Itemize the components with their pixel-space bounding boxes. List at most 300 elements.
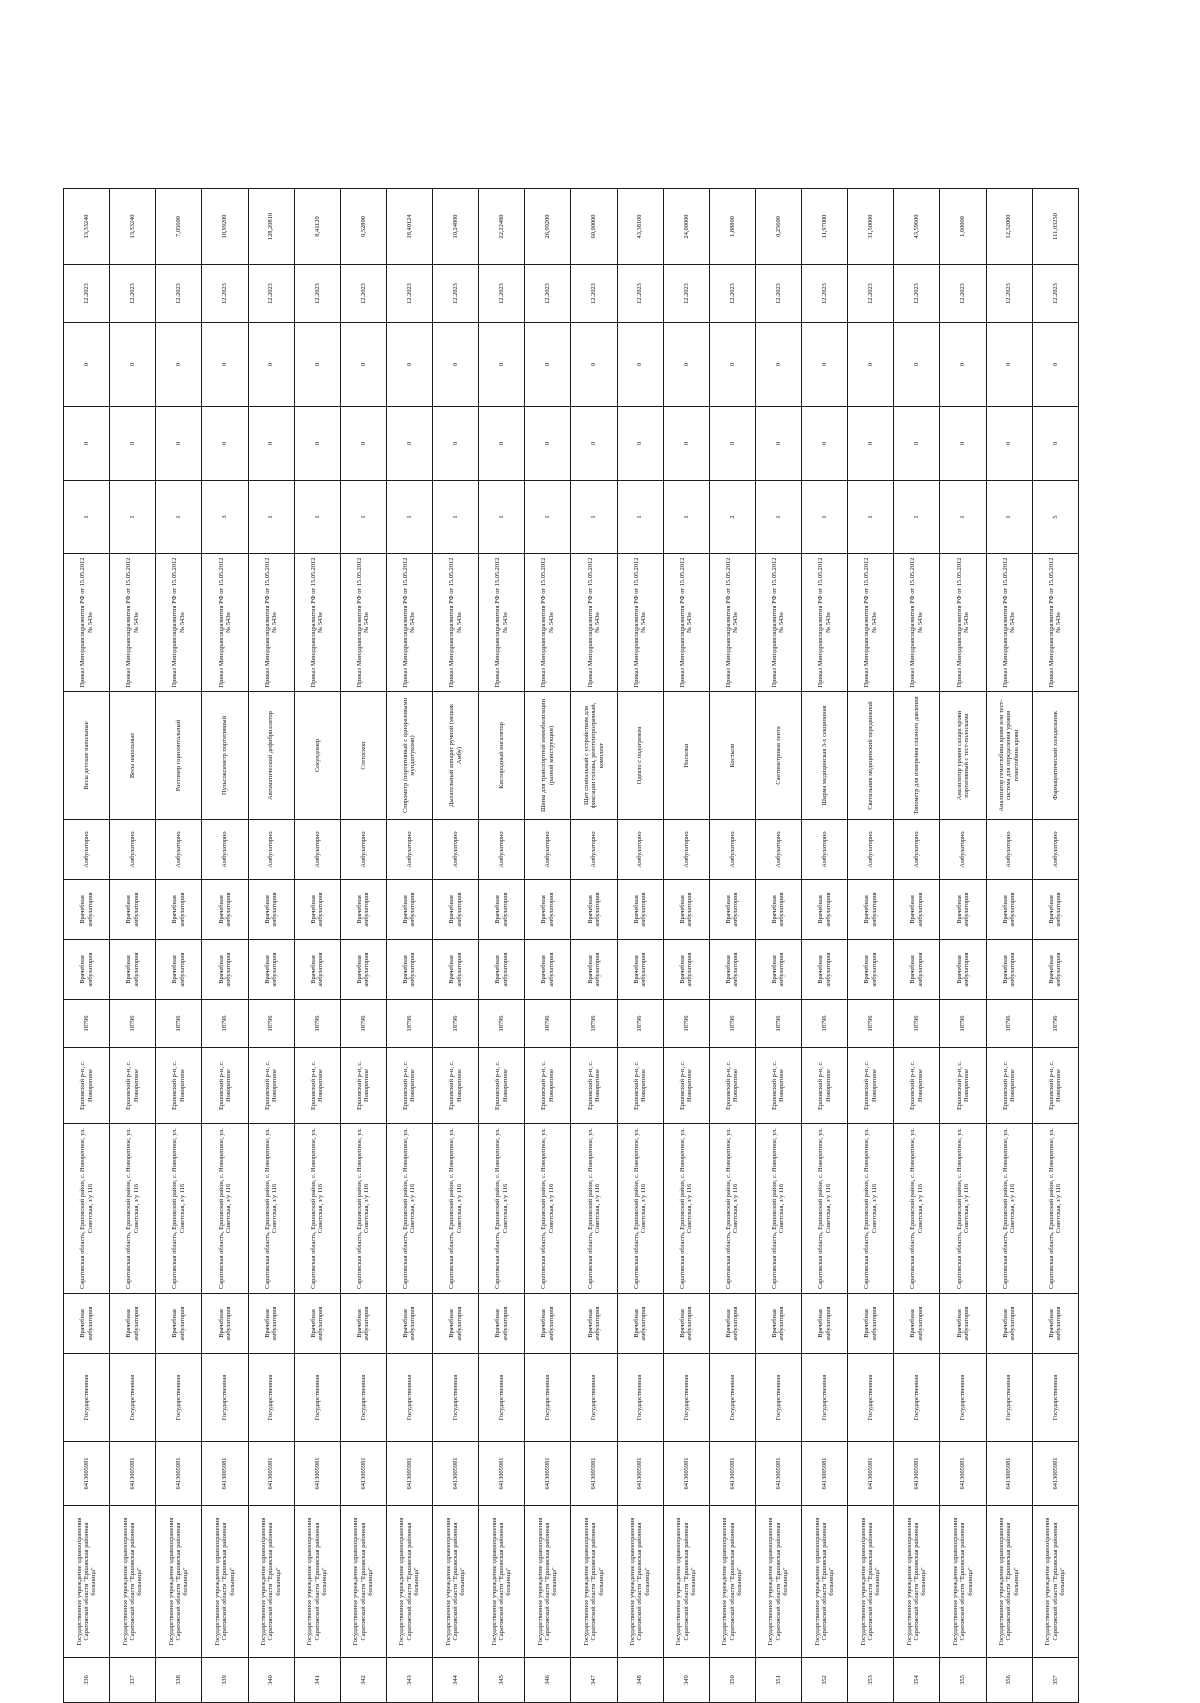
cell-value-b: 0 (755, 323, 801, 407)
cell-value-b: 0 (248, 323, 294, 407)
cell-organization: Государственное учреждение здравоохранения Саратовской области "Ершовская районная больница" (802, 1506, 848, 1658)
cell-standard: Приказ Минздравсоцразвития РФ от 15.05.2012 № 543н (294, 554, 340, 692)
cell-value-b: 0 (479, 323, 525, 407)
cell-equipment: Носилки (663, 692, 709, 820)
cell-standard: Приказ Минздравсоцразвития РФ от 15.05.2012 № 543н (110, 554, 156, 692)
cell-value-b: 0 (1032, 323, 1078, 407)
cell-standard: Приказ Минздравсоцразвития РФ от 15.05.2012 № 543н (340, 554, 386, 692)
cell-subdivision: Врачебная амбулатория (340, 940, 386, 1000)
cell-row-number: 347 (571, 1658, 617, 1703)
cell-address: Саратовская область, Ершовский район, с. Новорепное, ул. Советская, з/у 116 (294, 1124, 340, 1294)
cell-care-type: Амбулаторно (571, 820, 617, 880)
cell-care-type: Амбулаторно (617, 820, 663, 880)
cell-locality: Ершовский р-н, с. Новорепное (1032, 1048, 1078, 1124)
cell-care-type: Амбулаторно (802, 820, 848, 880)
cell-ownership: Государственная (479, 1354, 525, 1442)
rotated-page (63, 189, 1079, 1703)
cell-unit-type: Врачебная амбулатория (294, 1294, 340, 1354)
cell-equipment: Анализатор гемоглобина крови или тест-система для определения уровня гемоглобина крови (986, 692, 1032, 820)
cell-equipment: Анализатор уровня сахара крови портативный с тест-полосками (940, 692, 986, 820)
cell-subdivision: Врачебная амбулатория (156, 940, 202, 1000)
cell-value-a: 0 (479, 407, 525, 481)
cell-period: 12.2023 (571, 265, 617, 323)
cell-locality: Ершовский р-н, с. Новорепное (64, 1048, 110, 1124)
cell-department: Врачебная амбулатория (340, 880, 386, 940)
cell-amount: 1,60000 (940, 189, 986, 265)
cell-ownership: Государственная (802, 1354, 848, 1442)
cell-value-a: 0 (433, 407, 479, 481)
cell-subdivision: Врачебная амбулатория (755, 940, 801, 1000)
cell-unit-type: Врачебная амбулатория (433, 1294, 479, 1354)
cell-organization: Государственное учреждение здравоохранения Саратовской области "Ершовская районная больница" (156, 1506, 202, 1658)
cell-equipment: Автоматический дефибриллятор (248, 692, 294, 820)
cell-standard: Приказ Минздравсоцразвития РФ от 15.05.2012 № 543н (525, 554, 571, 692)
table-row (940, 189, 986, 1703)
cell-standard: Приказ Минздравсоцразвития РФ от 15.05.2012 № 543н (386, 554, 432, 692)
cell-care-type: Амбулаторно (894, 820, 940, 880)
cell-department: Врачебная амбулатория (248, 880, 294, 940)
cell-organization: Государственное учреждение здравоохранения Саратовской области "Ершовская районная больница" (340, 1506, 386, 1658)
cell-organization: Государственное учреждение здравоохранения Саратовской области "Ершовская районная больница" (64, 1506, 110, 1658)
cell-care-type: Амбулаторно (248, 820, 294, 880)
cell-address: Саратовская область, Ершовский район, с. Новорепное, ул. Советская, з/у 116 (894, 1124, 940, 1294)
cell-locality: Ершовский р-н, с. Новорепное (433, 1048, 479, 1124)
cell-department: Врачебная амбулатория (940, 880, 986, 940)
cell-value-a: 0 (202, 407, 248, 481)
cell-standard: Приказ Минздравсоцразвития РФ от 15.05.2012 № 543н (755, 554, 801, 692)
cell-department: Врачебная амбулатория (156, 880, 202, 940)
table-row (525, 189, 571, 1703)
cell-value-a: 0 (617, 407, 663, 481)
cell-inn: 6413005981 (340, 1442, 386, 1506)
cell-value-a: 0 (940, 407, 986, 481)
cell-row-number: 351 (755, 1658, 801, 1703)
cell-code: 18796 (894, 1000, 940, 1048)
cell-inn: 6413005981 (617, 1442, 663, 1506)
cell-code: 18796 (571, 1000, 617, 1048)
cell-standard: Приказ Минздравсоцразвития РФ от 15.05.2012 № 543н (202, 554, 248, 692)
cell-care-type: Амбулаторно (202, 820, 248, 880)
cell-care-type: Амбулаторно (340, 820, 386, 880)
cell-locality: Ершовский р-н, с. Новорепное (156, 1048, 202, 1124)
cell-locality: Ершовский р-н, с. Новорепное (340, 1048, 386, 1124)
cell-value-a: 0 (986, 407, 1032, 481)
cell-inn: 6413005981 (433, 1442, 479, 1506)
cell-period: 12.2023 (848, 265, 894, 323)
cell-equipment: Тонометр для измерения глазного давления (894, 692, 940, 820)
cell-standard: Приказ Минздравсоцразвития РФ от 15.05.2012 № 543н (617, 554, 663, 692)
cell-period: 12.2023 (894, 265, 940, 323)
cell-address: Саратовская область, Ершовский район, с. Новорепное, ул. Советская, з/у 116 (386, 1124, 432, 1294)
cell-amount: 31,50000 (848, 189, 894, 265)
cell-locality: Ершовский р-н, с. Новорепное (617, 1048, 663, 1124)
cell-ownership: Государственная (386, 1354, 432, 1442)
cell-code: 18796 (617, 1000, 663, 1048)
cell-row-number: 357 (1032, 1658, 1078, 1703)
cell-value-a: 0 (156, 407, 202, 481)
cell-equipment: Одеяло с подогревом (617, 692, 663, 820)
cell-ownership: Государственная (663, 1354, 709, 1442)
cell-organization: Государственное учреждение здравоохранения Саратовской области "Ершовская районная больница" (433, 1506, 479, 1658)
cell-value-b: 0 (386, 323, 432, 407)
cell-value-b: 0 (571, 323, 617, 407)
cell-subdivision: Врачебная амбулатория (386, 940, 432, 1000)
cell-period: 12.2023 (940, 265, 986, 323)
cell-standard: Приказ Минздравсоцразвития РФ от 15.05.2012 № 543н (571, 554, 617, 692)
cell-equipment: Костыли (709, 692, 755, 820)
table-row (386, 189, 432, 1703)
cell-amount: 43,59600 (894, 189, 940, 265)
cell-inn: 6413005981 (709, 1442, 755, 1506)
cell-organization: Государственное учреждение здравоохранения Саратовской области "Ершовская районная больница" (571, 1506, 617, 1658)
cell-value-b: 0 (294, 323, 340, 407)
cell-equipment: Ростомер горизонтальный (156, 692, 202, 820)
cell-value-a: 0 (663, 407, 709, 481)
cell-row-number: 336 (64, 1658, 110, 1703)
table-row (617, 189, 663, 1703)
cell-ownership: Государственная (986, 1354, 1032, 1442)
table-row (848, 189, 894, 1703)
cell-quantity: 1 (802, 481, 848, 554)
cell-department: Врачебная амбулатория (986, 880, 1032, 940)
cell-equipment: Кислородный ингалятор (479, 692, 525, 820)
cell-locality: Ершовский р-н, с. Новорепное (802, 1048, 848, 1124)
cell-address: Саратовская область, Ершовский район, с. Новорепное, ул. Советская, з/у 116 (571, 1124, 617, 1294)
cell-unit-type: Врачебная амбулатория (894, 1294, 940, 1354)
cell-value-a: 0 (755, 407, 801, 481)
cell-inn: 6413005981 (571, 1442, 617, 1506)
cell-standard: Приказ Минздравсоцразвития РФ от 15.05.2012 № 543н (986, 554, 1032, 692)
cell-inn: 6413005981 (156, 1442, 202, 1506)
cell-code: 18796 (433, 1000, 479, 1048)
cell-department: Врачебная амбулатория (848, 880, 894, 940)
cell-inn: 6413005981 (294, 1442, 340, 1506)
cell-department: Врачебная амбулатория (802, 880, 848, 940)
cell-period: 12.2023 (1032, 265, 1078, 323)
cell-standard: Приказ Минздравсоцразвития РФ от 15.05.2012 № 543н (64, 554, 110, 692)
cell-code: 18796 (479, 1000, 525, 1048)
cell-unit-type: Врачебная амбулатория (571, 1294, 617, 1354)
cell-value-b: 0 (340, 323, 386, 407)
cell-row-number: 342 (340, 1658, 386, 1703)
table-row (110, 189, 156, 1703)
table-row (663, 189, 709, 1703)
cell-row-number: 354 (894, 1658, 940, 1703)
cell-value-b: 0 (663, 323, 709, 407)
cell-address: Саратовская область, Ершовский район, с. Новорепное, ул. Советская, з/у 116 (802, 1124, 848, 1294)
cell-period: 12.2023 (755, 265, 801, 323)
cell-row-number: 344 (433, 1658, 479, 1703)
cell-care-type: Амбулаторно (433, 820, 479, 880)
cell-inn: 6413005981 (802, 1442, 848, 1506)
cell-standard: Приказ Минздравсоцразвития РФ от 15.05.2012 № 543н (479, 554, 525, 692)
cell-organization: Государственное учреждение здравоохранения Саратовской области "Ершовская районная больница" (848, 1506, 894, 1658)
cell-address: Саратовская область, Ершовский район, с. Новорепное, ул. Советская, з/у 116 (755, 1124, 801, 1294)
cell-value-a: 0 (386, 407, 432, 481)
cell-equipment: Светильник медицинский передвижной (848, 692, 894, 820)
cell-organization: Государственное учреждение здравоохранения Саратовской области "Ершовская районная больница" (663, 1506, 709, 1658)
cell-quantity: 1 (386, 481, 432, 554)
cell-address: Саратовская область, Ершовский район, с. Новорепное, ул. Советская, з/у 116 (202, 1124, 248, 1294)
cell-subdivision: Врачебная амбулатория (848, 940, 894, 1000)
cell-subdivision: Врачебная амбулатория (986, 940, 1032, 1000)
cell-subdivision: Врачебная амбулатория (663, 940, 709, 1000)
cell-value-a: 0 (709, 407, 755, 481)
cell-value-a: 0 (340, 407, 386, 481)
cell-organization: Государственное учреждение здравоохранения Саратовской области "Ершовская районная больница" (479, 1506, 525, 1658)
cell-amount: 12,32000 (986, 189, 1032, 265)
cell-care-type: Амбулаторно (663, 820, 709, 880)
table-row (479, 189, 525, 1703)
cell-value-b: 0 (617, 323, 663, 407)
cell-unit-type: Врачебная амбулатория (110, 1294, 156, 1354)
cell-row-number: 348 (617, 1658, 663, 1703)
table-row (294, 189, 340, 1703)
cell-locality: Ершовский р-н, с. Новорепное (386, 1048, 432, 1124)
cell-department: Врачебная амбулатория (110, 880, 156, 940)
cell-row-number: 350 (709, 1658, 755, 1703)
cell-department: Врачебная амбулатория (894, 880, 940, 940)
cell-ownership: Государственная (525, 1354, 571, 1442)
cell-period: 12.2023 (294, 265, 340, 323)
cell-department: Врачебная амбулатория (617, 880, 663, 940)
cell-equipment: Весы детские напольные (64, 692, 110, 820)
cell-standard: Приказ Минздравсоцразвития РФ от 15.05.2012 № 543н (663, 554, 709, 692)
cell-quantity: 1 (848, 481, 894, 554)
cell-code: 18796 (294, 1000, 340, 1048)
cell-ownership: Государственная (156, 1354, 202, 1442)
cell-ownership: Государственная (571, 1354, 617, 1442)
cell-code: 18796 (755, 1000, 801, 1048)
cell-inn: 6413005981 (525, 1442, 571, 1506)
cell-department: Врачебная амбулатория (525, 880, 571, 940)
cell-period: 12.2023 (663, 265, 709, 323)
cell-department: Врачебная амбулатория (202, 880, 248, 940)
cell-code: 18796 (663, 1000, 709, 1048)
cell-ownership: Государственная (294, 1354, 340, 1442)
cell-value-a: 0 (1032, 407, 1078, 481)
cell-quantity: 1 (663, 481, 709, 554)
cell-ownership: Государственная (848, 1354, 894, 1442)
cell-equipment: Пульсоксиметр портативный (202, 692, 248, 820)
cell-quantity: 1 (755, 481, 801, 554)
cell-unit-type: Врачебная амбулатория (986, 1294, 1032, 1354)
cell-quantity: 1 (571, 481, 617, 554)
cell-period: 12.2023 (110, 265, 156, 323)
table-row (755, 189, 801, 1703)
table-row (571, 189, 617, 1703)
cell-address: Саратовская область, Ершовский район, с. Новорепное, ул. Советская, з/у 116 (525, 1124, 571, 1294)
cell-amount: 60,00000 (571, 189, 617, 265)
cell-department: Врачебная амбулатория (755, 880, 801, 940)
cell-locality: Ершовский р-н, с. Новорепное (986, 1048, 1032, 1124)
cell-address: Саратовская область, Ершовский район, с. Новорепное, ул. Советская, з/у 116 (617, 1124, 663, 1294)
cell-organization: Государственное учреждение здравоохранения Саратовской области "Ершовская районная больница" (894, 1506, 940, 1658)
cell-organization: Государственное учреждение здравоохранения Саратовской области "Ершовская районная больница" (525, 1506, 571, 1658)
cell-unit-type: Врачебная амбулатория (386, 1294, 432, 1354)
cell-code: 18796 (340, 1000, 386, 1048)
cell-row-number: 352 (802, 1658, 848, 1703)
cell-locality: Ершовский р-н, с. Новорепное (294, 1048, 340, 1124)
cell-code: 18796 (525, 1000, 571, 1048)
cell-amount: 26,99200 (525, 189, 571, 265)
cell-row-number: 337 (110, 1658, 156, 1703)
cell-amount: 0,52800 (340, 189, 386, 265)
cell-value-b: 0 (110, 323, 156, 407)
cell-subdivision: Врачебная амбулатория (940, 940, 986, 1000)
cell-unit-type: Врачебная амбулатория (1032, 1294, 1078, 1354)
cell-amount: 24,00000 (663, 189, 709, 265)
table-row (1032, 189, 1078, 1703)
cell-value-b: 0 (156, 323, 202, 407)
cell-amount: 18,40124 (386, 189, 432, 265)
cell-inn: 6413005981 (248, 1442, 294, 1506)
cell-quantity: 1 (110, 481, 156, 554)
cell-code: 18796 (940, 1000, 986, 1048)
cell-unit-type: Врачебная амбулатория (202, 1294, 248, 1354)
cell-amount: 1,88800 (709, 189, 755, 265)
cell-address: Саратовская область, Ершовский район, с. Новорепное, ул. Советская, з/у 116 (248, 1124, 294, 1294)
cell-organization: Государственное учреждение здравоохранения Саратовской области "Ершовская районная больница" (110, 1506, 156, 1658)
cell-care-type: Амбулаторно (110, 820, 156, 880)
cell-address: Саратовская область, Ершовский район, с. Новорепное, ул. Советская, з/у 116 (479, 1124, 525, 1294)
cell-amount: 8,41120 (294, 189, 340, 265)
cell-address: Саратовская область, Ершовский район, с. Новорепное, ул. Советская, з/у 116 (986, 1124, 1032, 1294)
table-row (202, 189, 248, 1703)
table-row (248, 189, 294, 1703)
cell-care-type: Амбулаторно (1032, 820, 1078, 880)
cell-address: Саратовская область, Ершовский район, с. Новорепное, ул. Советская, з/у 116 (709, 1124, 755, 1294)
cell-period: 12.2023 (340, 265, 386, 323)
table-row (64, 189, 110, 1703)
cell-equipment: Щит спинальный с устройством для фиксации головы, рентгенпрозрачный, комплект (571, 692, 617, 820)
cell-period: 12.2023 (156, 265, 202, 323)
cell-quantity: 1 (940, 481, 986, 554)
cell-ownership: Государственная (1032, 1354, 1078, 1442)
cell-inn: 6413005981 (110, 1442, 156, 1506)
cell-value-a: 0 (894, 407, 940, 481)
cell-unit-type: Врачебная амбулатория (64, 1294, 110, 1354)
cell-locality: Ершовский р-н, с. Новорепное (848, 1048, 894, 1124)
cell-inn: 6413005981 (663, 1442, 709, 1506)
cell-unit-type: Врачебная амбулатория (755, 1294, 801, 1354)
cell-ownership: Государственная (64, 1354, 110, 1442)
cell-subdivision: Врачебная амбулатория (1032, 940, 1078, 1000)
cell-ownership: Государственная (617, 1354, 663, 1442)
cell-code: 18796 (986, 1000, 1032, 1048)
cell-code: 18796 (156, 1000, 202, 1048)
cell-code: 18796 (64, 1000, 110, 1048)
cell-value-b: 0 (894, 323, 940, 407)
cell-value-b: 0 (64, 323, 110, 407)
cell-period: 12.2023 (617, 265, 663, 323)
cell-organization: Государственное учреждение здравоохранения Саратовской области "Ершовская районная больница" (248, 1506, 294, 1658)
cell-department: Врачебная амбулатория (1032, 880, 1078, 940)
cell-period: 12.2023 (248, 265, 294, 323)
cell-organization: Государственное учреждение здравоохранения Саратовской области "Ершовская районная больница" (617, 1506, 663, 1658)
cell-value-b: 0 (433, 323, 479, 407)
cell-care-type: Амбулаторно (848, 820, 894, 880)
cell-equipment: Стетоскоп (340, 692, 386, 820)
cell-subdivision: Врачебная амбулатория (571, 940, 617, 1000)
cell-inn: 6413005981 (202, 1442, 248, 1506)
cell-quantity: 5 (1032, 481, 1078, 554)
cell-locality: Ершовский р-н, с. Новорепное (479, 1048, 525, 1124)
cell-standard: Приказ Минздравсоцразвития РФ от 15.05.2012 № 543н (894, 554, 940, 692)
cell-subdivision: Врачебная амбулатория (894, 940, 940, 1000)
cell-care-type: Амбулаторно (156, 820, 202, 880)
cell-address: Саратовская область, Ершовский район, с. Новорепное, ул. Советская, з/у 116 (848, 1124, 894, 1294)
cell-quantity: 1 (525, 481, 571, 554)
cell-subdivision: Врачебная амбулатория (802, 940, 848, 1000)
cell-unit-type: Врачебная амбулатория (617, 1294, 663, 1354)
cell-code: 18796 (802, 1000, 848, 1048)
cell-care-type: Амбулаторно (479, 820, 525, 880)
cell-row-number: 343 (386, 1658, 432, 1703)
cell-code: 18796 (202, 1000, 248, 1048)
cell-value-a: 0 (802, 407, 848, 481)
cell-row-number: 341 (294, 1658, 340, 1703)
cell-quantity: 2 (709, 481, 755, 554)
cell-period: 12.2023 (479, 265, 525, 323)
cell-subdivision: Врачебная амбулатория (248, 940, 294, 1000)
cell-period: 12.2023 (64, 265, 110, 323)
cell-period: 12.2023 (986, 265, 1032, 323)
cell-address: Саратовская область, Ершовский район, с. Новорепное, ул. Советская, з/у 116 (433, 1124, 479, 1294)
cell-ownership: Государственная (433, 1354, 479, 1442)
cell-subdivision: Врачебная амбулатория (709, 940, 755, 1000)
cell-address: Саратовская область, Ершовский район, с. Новорепное, ул. Советская, з/у 116 (940, 1124, 986, 1294)
cell-locality: Ершовский р-н, с. Новорепное (110, 1048, 156, 1124)
cell-subdivision: Врачебная амбулатория (202, 940, 248, 1000)
cell-inn: 6413005981 (755, 1442, 801, 1506)
table-row (156, 189, 202, 1703)
cell-equipment: Фармацевтический холодильник (1032, 692, 1078, 820)
cell-inn: 6413005981 (894, 1442, 940, 1506)
cell-amount: 22,22480 (479, 189, 525, 265)
cell-value-a: 0 (848, 407, 894, 481)
cell-ownership: Государственная (894, 1354, 940, 1442)
cell-equipment: Дыхательный аппарат ручной (мешок Амбу) (433, 692, 479, 820)
cell-department: Врачебная амбулатория (386, 880, 432, 940)
cell-inn: 6413005981 (1032, 1442, 1078, 1506)
cell-locality: Ершовский р-н, с. Новорепное (202, 1048, 248, 1124)
cell-amount: 10,99200 (202, 189, 248, 265)
cell-code: 18796 (709, 1000, 755, 1048)
cell-quantity: 1 (479, 481, 525, 554)
table-row (986, 189, 1032, 1703)
cell-standard: Приказ Минздравсоцразвития РФ от 15.05.2012 № 543н (156, 554, 202, 692)
cell-address: Саратовская область, Ершовский район, с. Новорепное, ул. Советская, з/у 116 (64, 1124, 110, 1294)
cell-value-a: 0 (248, 407, 294, 481)
equipment-table (63, 188, 1079, 1703)
cell-address: Саратовская область, Ершовский район, с. Новорепное, ул. Советская, з/у 116 (663, 1124, 709, 1294)
cell-value-b: 0 (709, 323, 755, 407)
cell-department: Врачебная амбулатория (294, 880, 340, 940)
cell-period: 12.2023 (433, 265, 479, 323)
cell-department: Врачебная амбулатория (433, 880, 479, 940)
cell-subdivision: Врачебная амбулатория (525, 940, 571, 1000)
cell-row-number: 345 (479, 1658, 525, 1703)
cell-row-number: 353 (848, 1658, 894, 1703)
table-row (709, 189, 755, 1703)
cell-care-type: Амбулаторно (64, 820, 110, 880)
cell-period: 12.2023 (525, 265, 571, 323)
cell-locality: Ершовский р-н, с. Новорепное (894, 1048, 940, 1124)
cell-organization: Государственное учреждение здравоохранения Саратовской области "Ершовская районная больница" (294, 1506, 340, 1658)
cell-address: Саратовская область, Ершовский район, с. Новорепное, ул. Советская, з/у 116 (1032, 1124, 1078, 1294)
cell-organization: Государственное учреждение здравоохранения Саратовской области "Ершовская районная больница" (386, 1506, 432, 1658)
